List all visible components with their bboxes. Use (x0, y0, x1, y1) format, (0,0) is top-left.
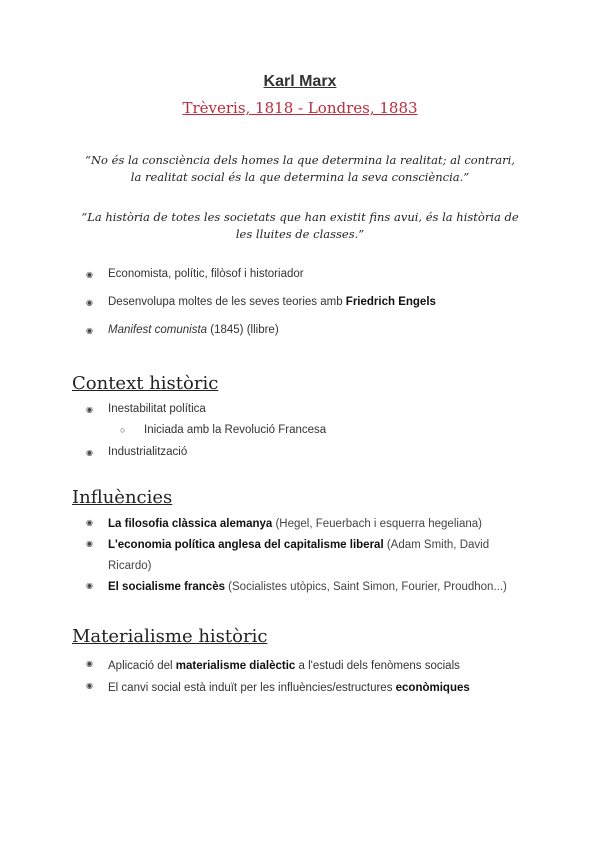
bullet-icon: ◉ (86, 518, 93, 527)
list-item (86, 677, 526, 699)
bullet-icon: ◉ (86, 659, 93, 668)
bullet-icon: ◉ (86, 270, 93, 279)
list-item (86, 655, 526, 677)
list-item-italic: Manifest comunista (108, 324, 208, 336)
context-list-2 (86, 444, 526, 461)
list-item-bold: Friedrich Engels (345, 296, 436, 308)
list-item-text: (Socialistes utòpics, Saint Simon, Fourier, Proudhon...) (224, 581, 507, 593)
context-list (86, 401, 526, 418)
materialism-list (86, 655, 526, 699)
page-subtitle: Trèveris, 1818 - Londres, 1883 (182, 99, 418, 117)
list-item-text: Economista, polític, filòsof i historiador (108, 268, 304, 280)
list-item (86, 294, 526, 311)
list-item-text: (Adam Smith, David Ricardo) (108, 539, 490, 572)
bullet-icon: ◉ (86, 448, 93, 457)
list-item-text: (1845) (llibre) (207, 324, 279, 336)
list-item-bold: materialisme dialèctic (175, 660, 296, 672)
list-item (86, 577, 526, 598)
bullet-icon: ◉ (86, 405, 93, 414)
circle-bullet-icon: ○ (120, 425, 126, 435)
section-heading-materialism: Materialisme històric (72, 626, 268, 647)
intro-list (86, 266, 526, 339)
sub-list-item-text: Iniciada amb la Revolució Francesa (144, 424, 327, 436)
list-item (86, 401, 526, 418)
bullet-icon: ◉ (86, 326, 93, 335)
list-item-text: (Hegel, Feuerbach i esquerra hegeliana) (272, 518, 482, 530)
bullet-icon: ◉ (86, 681, 93, 690)
list-item-text: Inestabilitat política (108, 403, 206, 415)
section-heading-influences: Influències (72, 487, 173, 508)
list-item-text: El canvi social està induït per les influències/estructures (108, 682, 396, 694)
bullet-icon: ◉ (86, 581, 93, 590)
list-item-bold: La filosofia clàssica alemanya (108, 518, 273, 530)
sub-list-item (120, 422, 326, 439)
list-item (86, 322, 526, 339)
section-heading-context: Context històric (72, 373, 219, 394)
quote-1: “No és la consciència dels homes la que determina la realitat; al contrari, la realitat social és la que determina la seva consciència.” (85, 153, 515, 184)
influences-list (86, 514, 526, 598)
bullet-icon: ◉ (86, 539, 93, 548)
list-item-bold: L'economia política anglesa del capitalisme liberal (108, 539, 384, 551)
list-item (86, 266, 526, 283)
list-item (86, 535, 526, 577)
list-item-bold: econòmiques (395, 682, 470, 694)
list-item (86, 444, 526, 461)
bullet-icon: ◉ (86, 298, 93, 307)
list-item (86, 514, 526, 535)
quote-2: “La història de totes les societats que han existit fins avui, és la història de les lluites de classes.” (81, 210, 519, 241)
list-item-text: Desenvolupa moltes de les seves teories amb (108, 296, 346, 308)
list-item-text: Aplicació del (108, 660, 176, 672)
list-item-text: a l'estudi dels fenòmens socials (295, 660, 460, 672)
page-title: Karl Marx (263, 73, 337, 90)
list-item-text: Industrialització (108, 446, 188, 458)
list-item-bold: El socialisme francès (108, 581, 225, 593)
